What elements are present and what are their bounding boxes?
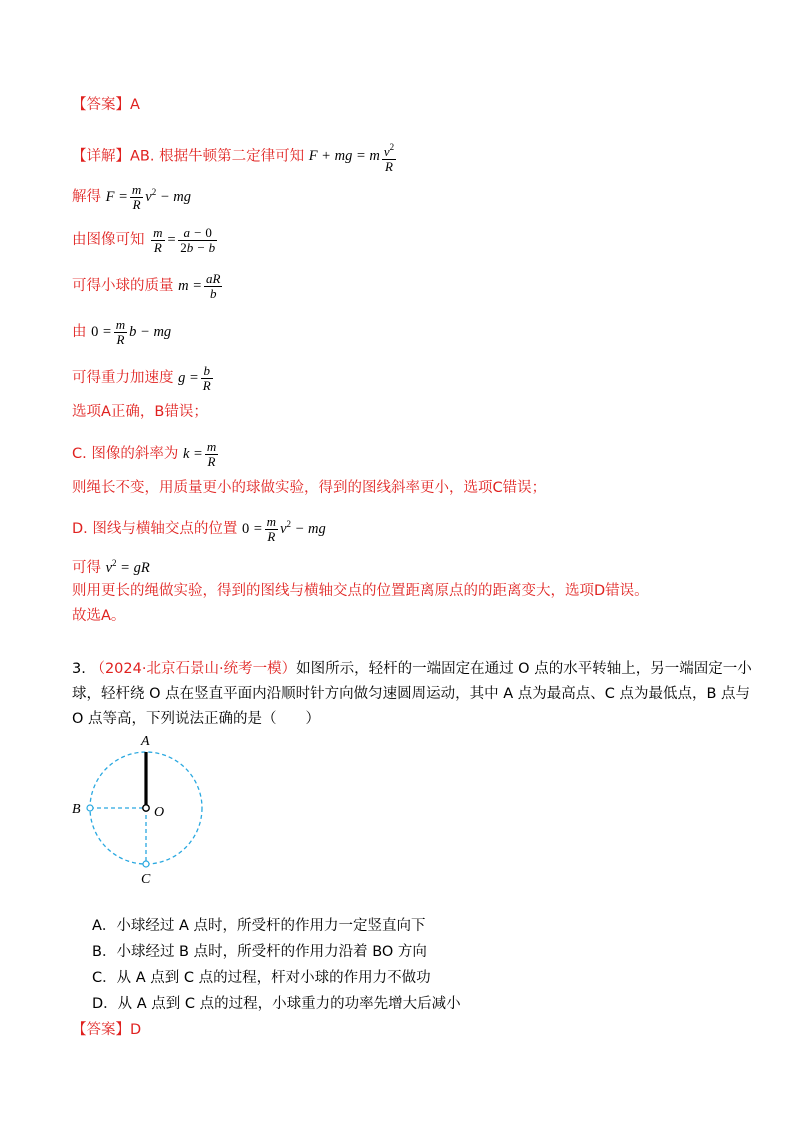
detail-text-5: 由 [72, 323, 87, 340]
detail-line-8 [72, 440, 220, 469]
detail-line-9: 则绳长不变，用质量更小的球做实验，得到的图线斜率更小，选项C错误； [72, 480, 547, 496]
detail-line-2 [72, 182, 191, 212]
label-B: B [72, 802, 81, 817]
label-O: O [154, 805, 165, 820]
option-a: A．小球经过 A 点时，所受杆的作用力一定竖直向下 [92, 918, 426, 934]
detail-text-8: C. 图像的斜率为 [72, 445, 179, 462]
option-b: B．小球经过 B 点时，所受杆的作用力沿着 BO 方向 [92, 944, 427, 960]
detail-line-10 [72, 514, 326, 544]
circular-motion-diagram [66, 732, 216, 887]
detail-text-1: AB. 根据牛顿第二定律可知 [130, 148, 305, 165]
option-c: C．从 A 点到 C 点的过程，杆对小球的作用力不做功 [92, 970, 431, 986]
formula-mass: m = $\frac{aR}{b}$ [178, 271, 221, 301]
answer-value-2: D [130, 1022, 142, 1038]
detail-line-12: 则用更长的绳做实验，得到的图线与横轴交点的位置距离原点的的距离变大，选项D错误。 [72, 583, 649, 599]
question-stem-3: O 点等高，下列说法正确的是（ ） [72, 711, 321, 727]
formula-F: F = $\frac{m}{R}$ $v^2$ − mg [105, 182, 191, 213]
detail-text-10: D. 图线与横轴交点的位置 [72, 521, 238, 537]
detail-line-11 [72, 553, 150, 578]
detail-line-5 [72, 318, 171, 347]
formula-v2: $v^2$ = gR [105, 558, 150, 576]
detail-line-7: 选项A正确，B错误； [72, 404, 208, 420]
question-number: 3. [72, 661, 86, 677]
detail-text-11: 可得 [72, 560, 101, 576]
answer-line [72, 95, 140, 115]
formula-intercept: 0 = $\frac{m}{R}$ $v^2$ − mg [242, 514, 326, 545]
detail-label: 【详解】 [72, 148, 130, 165]
ball-C [143, 861, 149, 867]
label-A: A [141, 734, 150, 749]
pivot-O [143, 805, 149, 811]
question-stem-1: 如图所示，轻杆的一端固定在通过 O 点的水平转轴上，另一端固定一小 [296, 661, 752, 677]
formula-newton: F + mg = m $\frac{v^2}{R}$ [308, 142, 395, 174]
detail-text-3: 由图像可知 [72, 231, 145, 248]
detail-line-13: 故选A。 [72, 608, 126, 624]
detail-line-4 [72, 272, 224, 301]
answer-value: A [130, 97, 140, 113]
formula-k: k = $\frac{m}{R}$ [182, 439, 217, 469]
detail-line-1 [72, 140, 398, 174]
formula-slope-ratio: $\frac{m}{R}$ = $\frac{a - 0}{2b - b}$ [153, 225, 216, 255]
question-3-line-1 [72, 658, 752, 680]
ball-B [87, 805, 93, 811]
detail-text-4: 可得小球的质量 [72, 277, 174, 294]
detail-line-6 [72, 364, 215, 393]
option-d: D．从 A 点到 C 点的过程，小球重力的功率先增大后减小 [92, 996, 461, 1012]
detail-text-6: 可得重力加速度 [72, 369, 174, 386]
answer-label-2: 【答案】 [72, 1022, 130, 1038]
label-C: C [141, 872, 151, 887]
question-source: （2024·北京石景山·统考一模） [90, 661, 297, 677]
detail-text-2: 解得 [72, 189, 101, 205]
detail-line-3 [72, 226, 219, 255]
formula-g: g = $\frac{b}{R}$ [178, 363, 211, 393]
answer-line-2 [72, 1020, 141, 1040]
question-stem-2: 球，轻杆绕 O 点在竖直平面内沿顺时针方向做匀速圆周运动，其中 A 点为最高点、C 点为最低点，B 点与 [72, 686, 751, 702]
formula-zero: 0 = $\frac{m}{R}$ b − mg [91, 317, 172, 347]
answer-label: 【答案】 [72, 97, 130, 113]
